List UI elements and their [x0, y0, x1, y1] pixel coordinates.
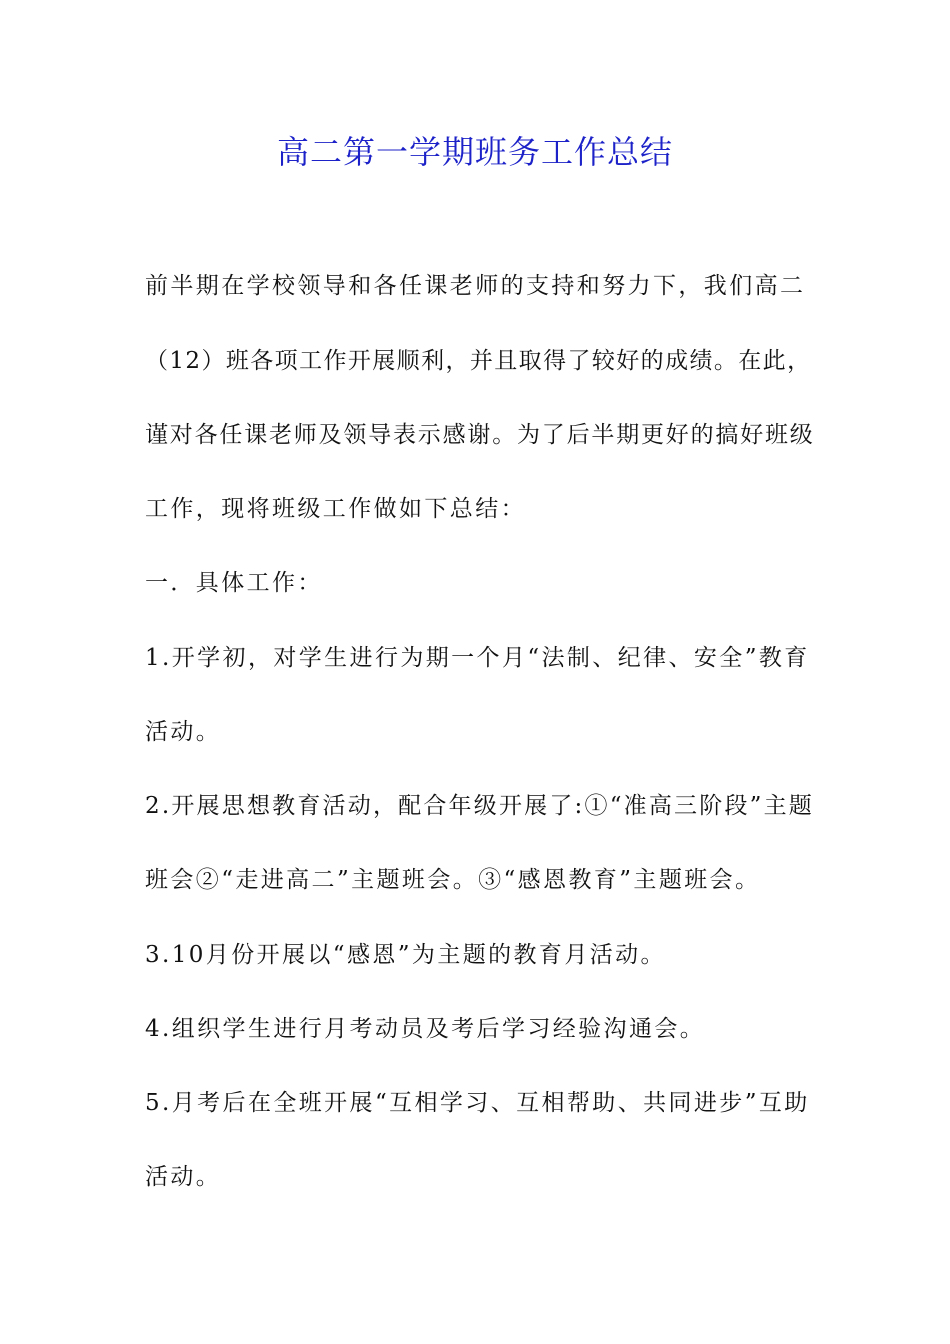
document-title: 高二第一学期班务工作总结: [276, 133, 673, 171]
list-item-4: 4.组织学生进行月考动员及考后学习经验沟通会。: [145, 1016, 706, 1042]
body-line: 工作，现将班级工作做如下总结：: [145, 496, 526, 522]
list-item-1-continued: 活动。: [145, 719, 222, 745]
list-item-3: 3.10月份开展以“感恩”为主题的教育月活动。: [145, 942, 666, 968]
body-line: 谨对各任课老师及领导表示感谢。为了后半期更好的搞好班级: [145, 422, 815, 448]
list-item-1: 1.开学初，对学生进行为期一个月“法制、纪律、安全”教育: [145, 645, 810, 671]
list-item-2-continued: 班会②“走进高二”主题班会。③“感恩教育”主题班会。: [145, 867, 761, 893]
list-item-5: 5.月考后在全班开展“互相学习、互相帮助、共同进步”互助: [145, 1090, 810, 1116]
section-heading: 一．具体工作：: [145, 570, 323, 596]
list-item-2: 2.开展思想教育活动，配合年级开展了:①“准高三阶段”主题: [145, 793, 815, 819]
list-item-5-continued: 活动。: [145, 1164, 222, 1190]
body-line: （12）班各项工作开展顺利，并且取得了较好的成绩。在此，: [145, 348, 812, 374]
body-line: 前半期在学校领导和各任课老师的支持和努力下，我们高二: [145, 273, 806, 299]
